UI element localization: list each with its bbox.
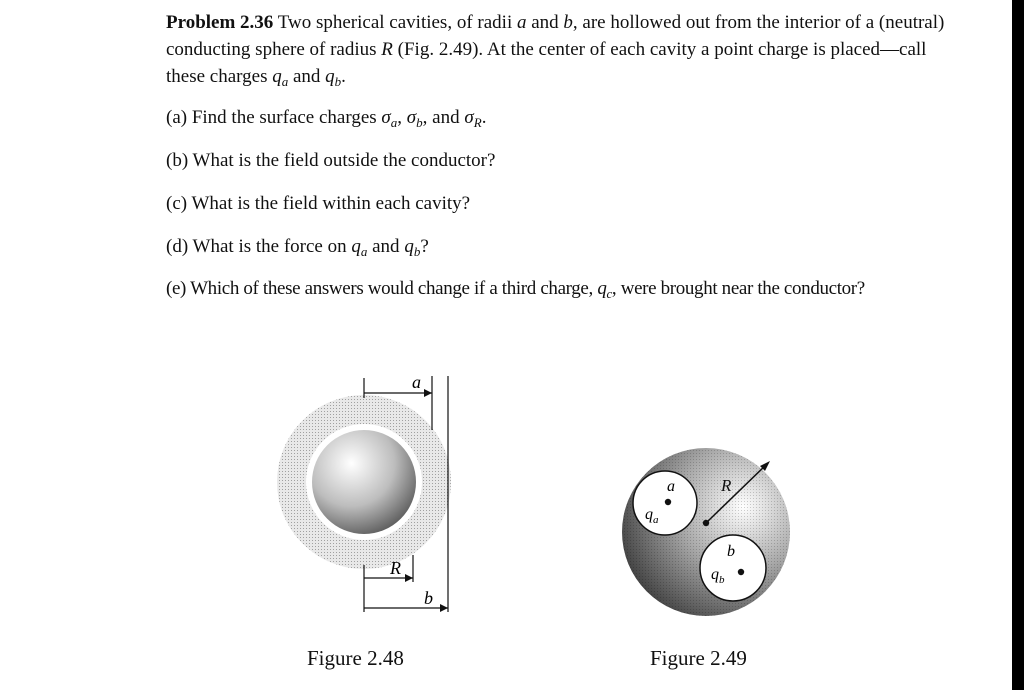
part-c: (c) What is the field within each cavity? [166,193,471,214]
caption-figure-2-48: Figure 2.48 [307,646,404,670]
fig249-label-qb: $q_b$ [711,566,725,586]
inner-sphere [312,430,416,534]
fig248-label-b: b [424,588,433,608]
dim-a-arrow [424,389,432,397]
figure-2-48 [270,360,470,620]
part-a: (a) Find the surface charges $\sigma_a$, $\sigma_b$, and $\sigma_R$. [166,107,487,130]
part-b: (b) What is the field outside the conductor? [166,150,496,171]
dim-R-arrow [405,574,413,582]
figure-2-49 [610,440,800,630]
sphere-center-dot [703,520,709,526]
charge-qa-dot [665,499,671,505]
dim-b-arrow [440,604,448,612]
fig249-label-qa: $q_a$ [645,506,659,526]
fig248-label-R: R [390,558,401,578]
problem-statement: Problem 2.36 Two spherical cavities, of radii a and b, are hollowed out from the interior of a (neutral) conducting sphere of radius R (Fig. 2.49). At the center of each cavity a point charge is placed—call these charges $q_a$ and $q_b$. [166,12,945,89]
fig248-label-a: a [412,372,421,392]
conductor-texture [622,448,790,616]
fig249-label-R: R [721,476,732,495]
part-e: (e) Which of these answers would change if a third charge, $q_c$, were brought near the conductor? [166,278,865,301]
caption-figure-2-49: Figure 2.49 [650,646,747,670]
fig249-label-b: b [727,543,735,560]
fig249-label-a: a [667,478,675,495]
part-d: (d) What is the force on $q_a$ and $q_b$? [166,236,429,259]
charge-qb-dot [738,569,744,575]
problem-number: Problem 2.36 [166,12,274,33]
